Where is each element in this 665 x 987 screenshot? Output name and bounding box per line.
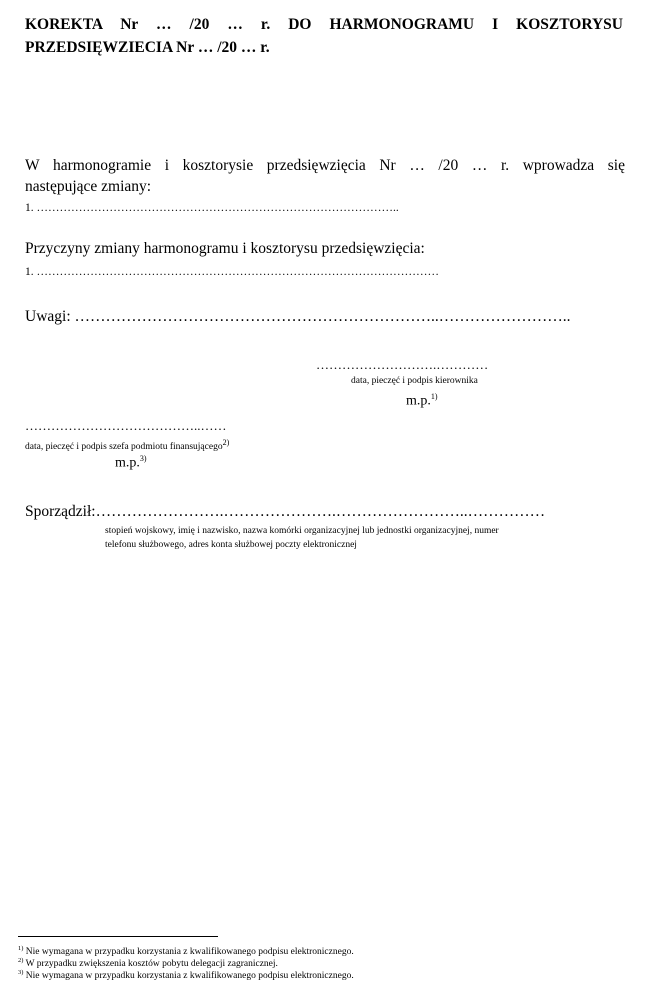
footnote-2-ref: 2) (18, 957, 24, 964)
prepared-by-caption-2: telefonu służbowego, adres konta służbowej poczty elektronicznej (105, 540, 357, 550)
footnote-3 (18, 969, 354, 981)
footnote-1 (18, 945, 354, 957)
footnote-2 (18, 957, 278, 969)
manager-signature-dots: ……………………….………… (316, 357, 489, 372)
manager-mp-text: m.p. (406, 393, 431, 409)
finance-signature-caption (25, 438, 229, 452)
finance-mp-ref: 3) (139, 454, 147, 463)
manager-mp-ref: 1) (430, 392, 438, 401)
reasons-heading: Przyczyny zmiany harmonogramu i kosztorysu przedsięwzięcia: (25, 240, 425, 257)
changes-intro-line2: następujące zmiany: (25, 178, 152, 195)
footnote-3-text: Nie wymagana w przypadku korzystania z kwalifikowanego podpisu elektronicznego. (23, 971, 354, 982)
document-title-line2: PRZEDSIĘWZIECIA Nr … /20 … r. (25, 39, 270, 56)
footnote-2-text: W przypadku zwiększenia kosztów pobytu delegacji zagranicznej. (23, 959, 278, 970)
prepared-by-line: Sporządził:…………………….………………….……………………..…………… (25, 503, 546, 520)
finance-caption-ref: 2) (222, 438, 230, 447)
finance-caption-text: data, pieczęć i podpis szefa podmiotu finansującego (25, 442, 223, 453)
manager-stamp-label (406, 392, 438, 410)
footnote-1-text: Nie wymagana w przypadku korzystania z kwalifikowanego podpisu elektronicznego. (23, 947, 354, 958)
prepared-by-caption-1: stopień wojskowy, imię i nazwisko, nazwa komórki organizacyjnej lub jednostki organizacyjnej, numer (105, 526, 499, 536)
changes-item-1: 1. ………………………………………………………………………………….. (25, 202, 399, 214)
finance-stamp-label (115, 454, 147, 472)
footnote-divider (18, 936, 218, 937)
changes-intro: W harmonogramie i kosztorysie przedsięwzięcia Nr … /20 … r. wprowadza się (25, 157, 625, 174)
remarks-line: Uwagi: ……………………………………………………………..…………………….. (25, 308, 571, 325)
document-title: KOREKTA Nr … /20 … r. DO HARMONOGRAMU I KOSZTORYSU (25, 16, 623, 33)
finance-signature-dots: …………………………………..…… (25, 418, 227, 433)
reasons-item-1: 1. …………………………………………………………………………………………… (25, 266, 439, 278)
footnote-1-ref: 1) (18, 945, 24, 952)
footnote-3-ref: 3) (18, 969, 24, 976)
finance-mp-text: m.p. (115, 455, 140, 471)
manager-signature-caption: data, pieczęć i podpis kierownika (351, 376, 478, 386)
